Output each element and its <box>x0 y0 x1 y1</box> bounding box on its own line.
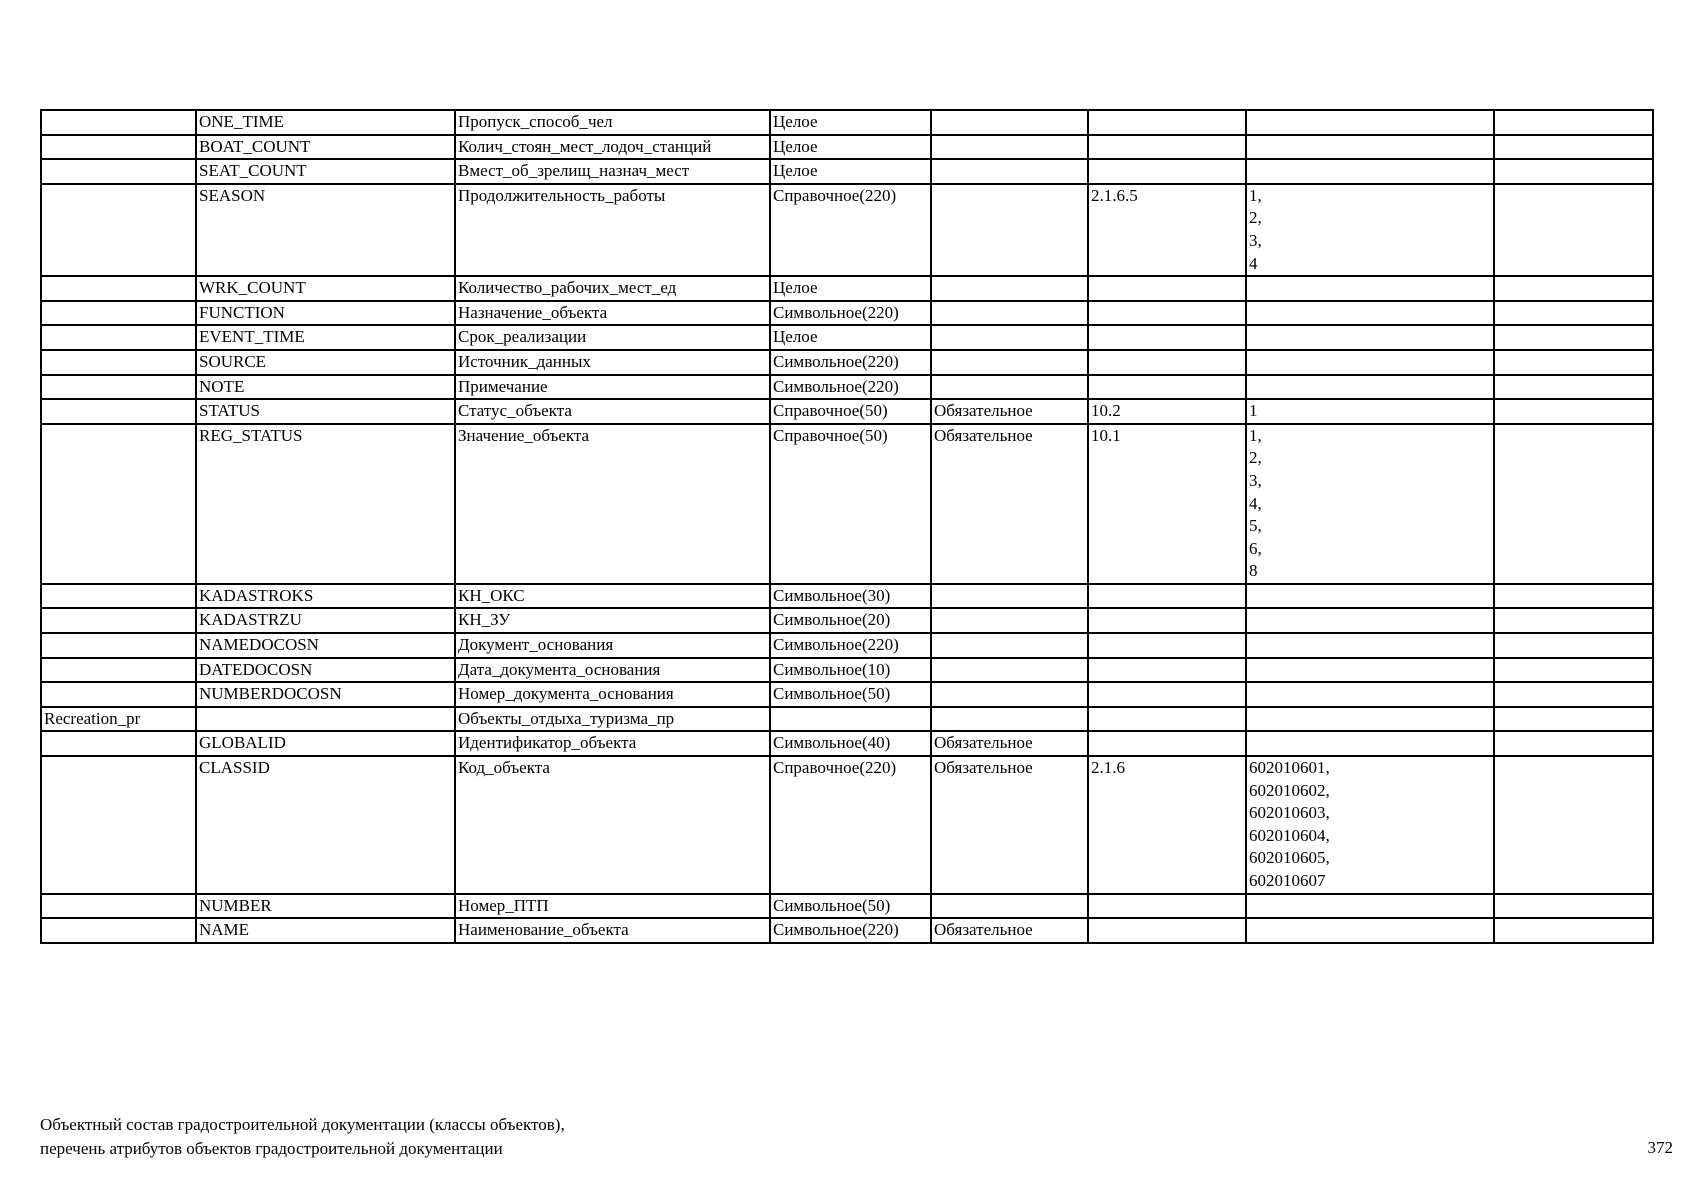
class-name-cell <box>41 894 196 919</box>
table-row <box>41 894 1653 919</box>
attribute-name-cell: Дата_документа_основания <box>455 658 770 683</box>
value-line: 2, <box>1249 208 1262 228</box>
notes-cell <box>1494 707 1653 732</box>
value-line: 602010601, <box>1249 758 1330 778</box>
value-line: 1, <box>1249 185 1262 205</box>
required-cell <box>931 184 1088 276</box>
notes-cell <box>1494 325 1653 350</box>
value-line: 3, <box>1249 470 1262 490</box>
value-line: 1, <box>1249 425 1262 445</box>
attribute-name-cell: Статус_объекта <box>455 399 770 424</box>
attribute-code-cell: KADASTRZU <box>196 608 455 633</box>
notes-cell <box>1494 658 1653 683</box>
attribute-code-cell: NUMBERDOCOSN <box>196 682 455 707</box>
attribute-code-cell: DATEDOCOSN <box>196 658 455 683</box>
attribute-name-cell: Колич_стоян_мест_лодоч_станций <box>455 135 770 160</box>
value-line: 6, <box>1249 538 1262 558</box>
table-row <box>41 731 1653 756</box>
allowed-values-cell <box>1246 375 1494 400</box>
allowed-values-cell <box>1246 633 1494 658</box>
required-cell <box>931 276 1088 301</box>
required-cell <box>931 110 1088 135</box>
data-type-cell: Целое <box>770 110 931 135</box>
attribute-name-cell: Номер_ПТП <box>455 894 770 919</box>
table-row <box>41 301 1653 326</box>
required-cell <box>931 633 1088 658</box>
classifier-ref-cell <box>1088 350 1246 375</box>
class-name-cell: Recreation_pr <box>41 707 196 732</box>
allowed-values-cell <box>1246 350 1494 375</box>
data-type-cell: Справочное(220) <box>770 756 931 894</box>
class-name-cell <box>41 918 196 943</box>
table-row <box>41 633 1653 658</box>
notes-cell <box>1494 756 1653 894</box>
allowed-values-cell <box>1246 110 1494 135</box>
classifier-ref-cell <box>1088 135 1246 160</box>
data-type-cell <box>770 707 931 732</box>
class-name-cell <box>41 110 196 135</box>
table-row <box>41 159 1653 184</box>
allowed-values-cell <box>1246 325 1494 350</box>
classifier-ref-cell <box>1088 894 1246 919</box>
class-name-cell <box>41 658 196 683</box>
class-name-cell <box>41 584 196 609</box>
attribute-name-cell: Номер_документа_основания <box>455 682 770 707</box>
data-type-cell: Целое <box>770 135 931 160</box>
table-row <box>41 325 1653 350</box>
attribute-name-cell: Количество_рабочих_мест_ед <box>455 276 770 301</box>
notes-cell <box>1494 682 1653 707</box>
allowed-values-cell <box>1246 682 1494 707</box>
data-type-cell: Символьное(20) <box>770 608 931 633</box>
notes-cell <box>1494 608 1653 633</box>
table-row <box>41 350 1653 375</box>
value-line: 4 <box>1249 253 1258 273</box>
attribute-name-cell: Продолжительность_работы <box>455 184 770 276</box>
allowed-values-cell <box>1246 584 1494 609</box>
notes-cell <box>1494 184 1653 276</box>
attribute-code-cell: EVENT_TIME <box>196 325 455 350</box>
notes-cell <box>1494 584 1653 609</box>
value-line: 602010604, <box>1249 825 1330 845</box>
table-row <box>41 584 1653 609</box>
data-type-cell: Символьное(10) <box>770 658 931 683</box>
classifier-ref-cell <box>1088 159 1246 184</box>
allowed-values-cell: 1 <box>1246 399 1494 424</box>
attribute-name-cell: Наименование_объекта <box>455 918 770 943</box>
classifier-ref-cell: 10.1 <box>1088 424 1246 584</box>
classifier-ref-cell: 2.1.6.5 <box>1088 184 1246 276</box>
allowed-values-cell <box>1246 707 1494 732</box>
attribute-name-cell: Пропуск_способ_чел <box>455 110 770 135</box>
data-type-cell: Символьное(220) <box>770 350 931 375</box>
required-cell: Обязательное <box>931 424 1088 584</box>
required-cell <box>931 584 1088 609</box>
value-line: 2, <box>1249 448 1262 468</box>
attribute-name-cell: Источник_данных <box>455 350 770 375</box>
class-name-cell <box>41 399 196 424</box>
table-row <box>41 918 1653 943</box>
classifier-ref-cell <box>1088 325 1246 350</box>
class-name-cell <box>41 633 196 658</box>
allowed-values-cell <box>1246 135 1494 160</box>
required-cell: Обязательное <box>931 918 1088 943</box>
attribute-code-cell: NAMEDOCOSN <box>196 633 455 658</box>
class-name-cell <box>41 608 196 633</box>
attribute-name-cell: Примечание <box>455 375 770 400</box>
notes-cell <box>1494 350 1653 375</box>
allowed-values-cell <box>1246 918 1494 943</box>
class-name-cell <box>41 325 196 350</box>
value-line: 602010603, <box>1249 803 1330 823</box>
attribute-name-cell: Код_объекта <box>455 756 770 894</box>
notes-cell <box>1494 301 1653 326</box>
attribute-code-cell: FUNCTION <box>196 301 455 326</box>
table-row <box>41 682 1653 707</box>
table-row <box>41 756 1653 894</box>
attribute-name-cell: Вмест_об_зрелищ_назнач_мест <box>455 159 770 184</box>
table-body <box>41 110 1653 943</box>
notes-cell <box>1494 399 1653 424</box>
classifier-ref-cell: 2.1.6 <box>1088 756 1246 894</box>
required-cell <box>931 707 1088 732</box>
allowed-values-cell <box>1246 608 1494 633</box>
allowed-values-cell <box>1246 424 1494 584</box>
class-name-cell <box>41 350 196 375</box>
attribute-name-cell: Значение_объекта <box>455 424 770 584</box>
required-cell <box>931 350 1088 375</box>
classifier-ref-cell <box>1088 731 1246 756</box>
required-cell: Обязательное <box>931 731 1088 756</box>
classifier-ref-cell <box>1088 110 1246 135</box>
allowed-values-cell <box>1246 301 1494 326</box>
attribute-code-cell: CLASSID <box>196 756 455 894</box>
classifier-ref-cell <box>1088 633 1246 658</box>
required-cell <box>931 608 1088 633</box>
class-name-cell <box>41 424 196 584</box>
value-line: 602010605, <box>1249 848 1330 868</box>
attribute-name-cell: Документ_основания <box>455 633 770 658</box>
notes-cell <box>1494 375 1653 400</box>
footer-caption <box>40 1113 565 1161</box>
data-type-cell: Целое <box>770 276 931 301</box>
required-cell <box>931 894 1088 919</box>
data-type-cell: Символьное(220) <box>770 918 931 943</box>
value-line: 3, <box>1249 230 1262 250</box>
data-type-cell: Символьное(220) <box>770 301 931 326</box>
allowed-values-cell <box>1246 184 1494 276</box>
data-type-cell: Справочное(50) <box>770 424 931 584</box>
attribute-code-cell: KADASTROKS <box>196 584 455 609</box>
attribute-name-cell: Срок_реализации <box>455 325 770 350</box>
allowed-values-cell <box>1246 756 1494 894</box>
data-type-cell: Символьное(50) <box>770 682 931 707</box>
notes-cell <box>1494 135 1653 160</box>
allowed-values-cell <box>1246 894 1494 919</box>
required-cell <box>931 682 1088 707</box>
attribute-name-cell: КН_ЗУ <box>455 608 770 633</box>
notes-cell <box>1494 633 1653 658</box>
attribute-code-cell: NUMBER <box>196 894 455 919</box>
data-type-cell: Символьное(220) <box>770 633 931 658</box>
attribute-name-cell: КН_ОКС <box>455 584 770 609</box>
data-type-cell: Целое <box>770 159 931 184</box>
attribute-code-cell <box>196 707 455 732</box>
value-line: 602010607 <box>1249 871 1326 890</box>
table-row <box>41 276 1653 301</box>
class-name-cell <box>41 276 196 301</box>
data-type-cell: Справочное(220) <box>770 184 931 276</box>
attribute-code-cell: REG_STATUS <box>196 424 455 584</box>
required-cell <box>931 301 1088 326</box>
attribute-code-cell: SOURCE <box>196 350 455 375</box>
notes-cell <box>1494 276 1653 301</box>
required-cell <box>931 658 1088 683</box>
table-row <box>41 658 1653 683</box>
footer-caption-line-2: перечень атрибутов объектов градостроительной документации <box>40 1139 503 1158</box>
class-name-cell <box>41 135 196 160</box>
value-line: 5, <box>1249 516 1262 536</box>
attribute-code-cell: NOTE <box>196 375 455 400</box>
class-name-cell <box>41 731 196 756</box>
required-cell <box>931 325 1088 350</box>
data-type-cell: Целое <box>770 325 931 350</box>
footer-caption-line-1: Объектный состав градостроительной документации (классы объектов), <box>40 1115 565 1134</box>
notes-cell <box>1494 110 1653 135</box>
class-name-cell <box>41 375 196 400</box>
classifier-ref-cell <box>1088 608 1246 633</box>
data-type-cell: Символьное(30) <box>770 584 931 609</box>
page-number: 372 <box>1647 1138 1673 1157</box>
allowed-values-cell <box>1246 731 1494 756</box>
table-row <box>41 707 1653 732</box>
attribute-code-cell: BOAT_COUNT <box>196 135 455 160</box>
notes-cell <box>1494 731 1653 756</box>
table-row <box>41 608 1653 633</box>
classifier-ref-cell <box>1088 707 1246 732</box>
attribute-code-cell: ONE_TIME <box>196 110 455 135</box>
required-cell <box>931 135 1088 160</box>
classifier-ref-cell <box>1088 276 1246 301</box>
table-row <box>41 424 1653 584</box>
allowed-values-cell <box>1246 658 1494 683</box>
attribute-name-cell: Объекты_отдыха_туризма_пр <box>455 707 770 732</box>
class-name-cell <box>41 756 196 894</box>
notes-cell <box>1494 424 1653 584</box>
allowed-values-cell <box>1246 276 1494 301</box>
allowed-values-cell <box>1246 159 1494 184</box>
value-line: 8 <box>1249 561 1258 581</box>
classifier-ref-cell: 10.2 <box>1088 399 1246 424</box>
attribute-code-cell: SEASON <box>196 184 455 276</box>
attribute-name-cell: Идентификатор_объекта <box>455 731 770 756</box>
notes-cell <box>1494 894 1653 919</box>
table-row <box>41 184 1653 276</box>
value-line: 602010602, <box>1249 780 1330 800</box>
required-cell: Обязательное <box>931 399 1088 424</box>
classifier-ref-cell <box>1088 584 1246 609</box>
table-row <box>41 110 1653 135</box>
table-row <box>41 135 1653 160</box>
table-row <box>41 375 1653 400</box>
class-name-cell <box>41 301 196 326</box>
notes-cell <box>1494 159 1653 184</box>
required-cell <box>931 375 1088 400</box>
classifier-ref-cell <box>1088 682 1246 707</box>
classifier-ref-cell <box>1088 918 1246 943</box>
required-cell: Обязательное <box>931 756 1088 894</box>
data-type-cell: Символьное(220) <box>770 375 931 400</box>
classifier-ref-cell <box>1088 658 1246 683</box>
data-type-cell: Символьное(50) <box>770 894 931 919</box>
class-name-cell <box>41 682 196 707</box>
notes-cell <box>1494 918 1653 943</box>
classifier-ref-cell <box>1088 301 1246 326</box>
value-line: 4, <box>1249 493 1262 513</box>
attribute-code-cell: WRK_COUNT <box>196 276 455 301</box>
class-name-cell <box>41 159 196 184</box>
required-cell <box>931 159 1088 184</box>
classifier-ref-cell <box>1088 375 1246 400</box>
attribute-code-cell: GLOBALID <box>196 731 455 756</box>
attribute-name-cell: Назначение_объекта <box>455 301 770 326</box>
class-name-cell <box>41 184 196 276</box>
table-row <box>41 399 1653 424</box>
attribute-code-cell: SEAT_COUNT <box>196 159 455 184</box>
data-type-cell: Символьное(40) <box>770 731 931 756</box>
attribute-code-cell: STATUS <box>196 399 455 424</box>
attribute-table <box>40 109 1654 944</box>
attribute-code-cell: NAME <box>196 918 455 943</box>
data-type-cell: Справочное(50) <box>770 399 931 424</box>
